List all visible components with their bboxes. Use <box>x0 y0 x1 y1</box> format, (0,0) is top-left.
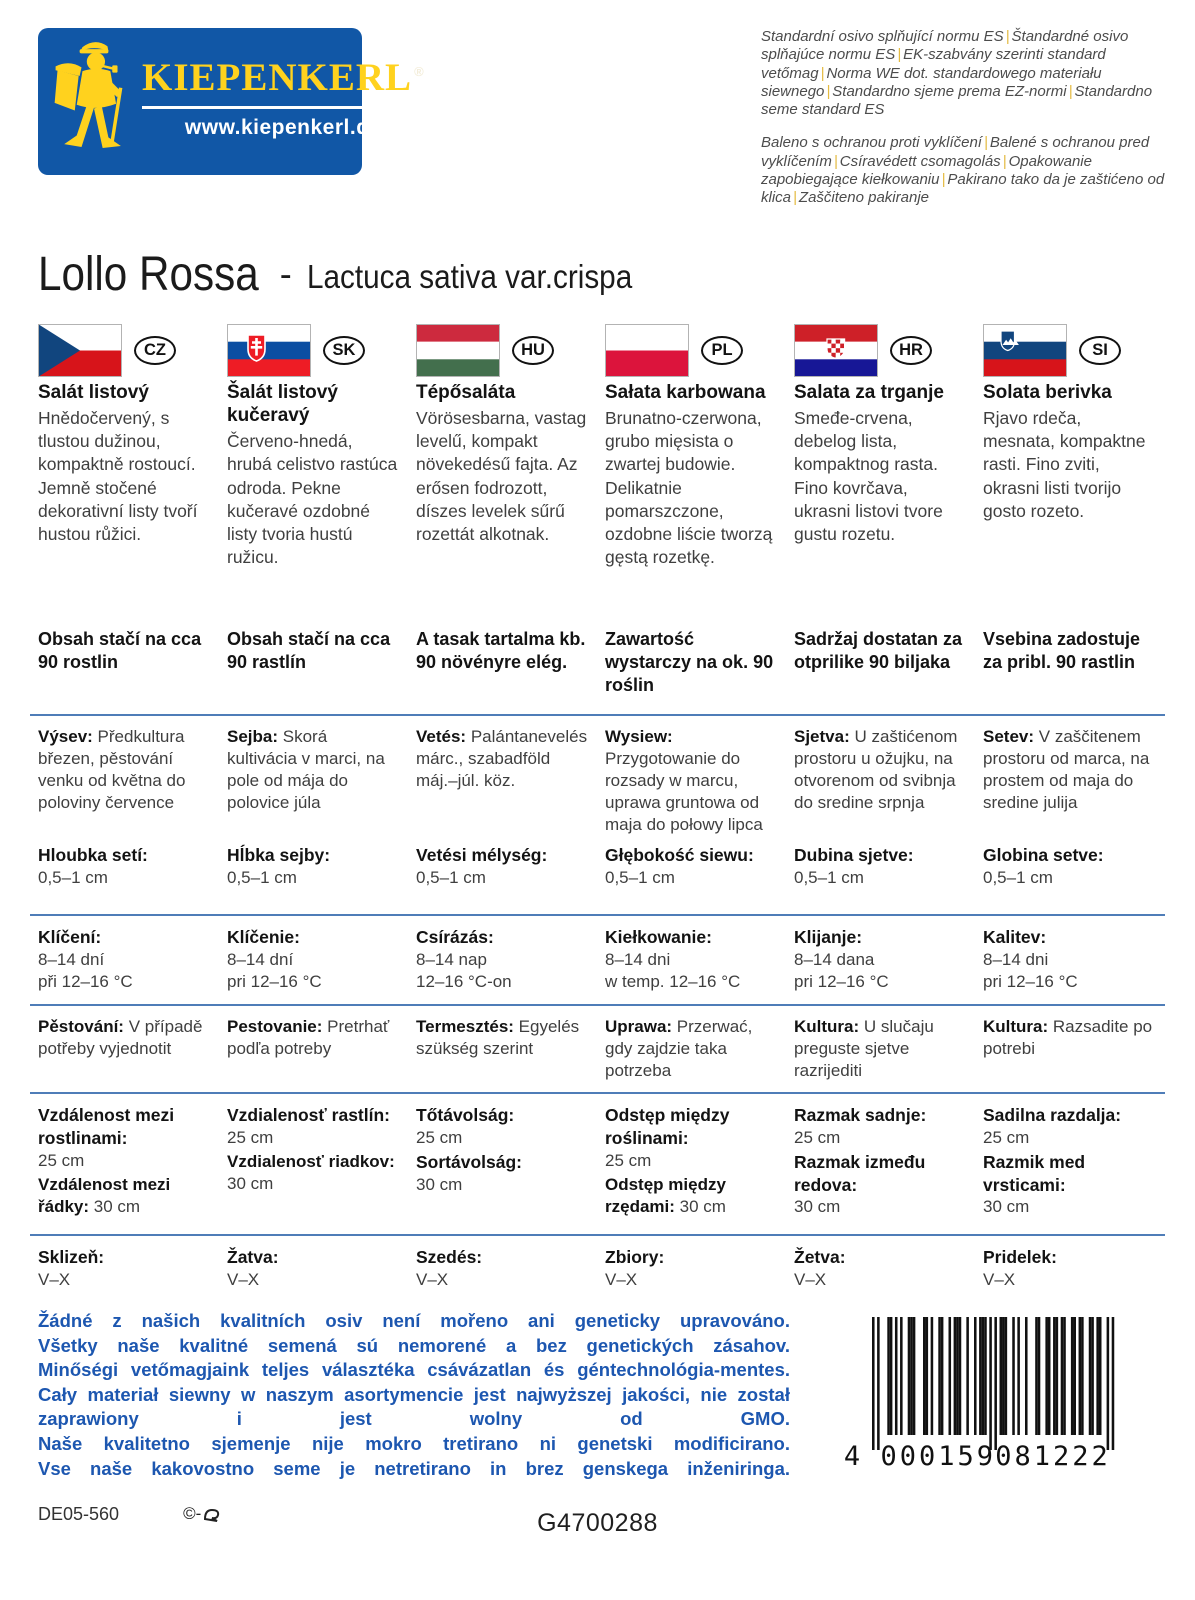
column-si-cell <box>983 726 1157 836</box>
spacing-info <box>983 1151 1157 1219</box>
sowing-info: Sjetva: U zaštićenom prostoru u ožujku, na otvorenom od svibnja do sredine srpnja <box>794 726 958 812</box>
sowing-label: Setev: <box>983 726 1035 746</box>
germination-value: 8–14 dní <box>227 949 294 969</box>
flag-cz-icon <box>38 324 122 377</box>
notice-separator: | <box>833 152 838 170</box>
flags-row <box>0 316 1195 377</box>
spacing-info <box>227 1104 401 1149</box>
spacing-value: 25 cm <box>605 1150 652 1170</box>
germination-value: pri 12–16 °C <box>227 971 322 991</box>
column-description: Smeđe-crvena, debelog lista, kompaktnog rasta. Fino kovrčava, ukrasni listovi tvore gustu rozetu. <box>794 407 943 545</box>
spacing-info <box>416 1151 590 1196</box>
depth-value: 0,5–1 cm <box>605 867 675 887</box>
column-si-cell <box>983 844 1157 906</box>
svg-text:081222: 081222 <box>995 1440 1111 1472</box>
spacing-info <box>983 1104 1157 1149</box>
spacing-info <box>794 1151 968 1219</box>
column-heading: Šalát listový kučeravý <box>227 381 338 426</box>
column-si-cell <box>983 1016 1157 1084</box>
barcode <box>830 1309 1165 1488</box>
standards-notice <box>761 28 1165 119</box>
content-note: Vsebina zadostuje za pribl. 90 rastlin <box>983 628 1141 672</box>
column-cz-cell <box>38 726 212 836</box>
spacing-line: Vzdialenosť riadkov: 30 cm <box>227 1151 395 1194</box>
notice-segment: Baleno s ochranou proti vyklíčení <box>761 134 982 152</box>
harvest-label: Žetva: <box>794 1247 846 1268</box>
spacing-label: Razmak između redova: <box>794 1151 926 1195</box>
sowing-label: Sjetva: <box>794 726 850 746</box>
germination-value: 8–14 dni <box>605 949 671 969</box>
brand-name: KIEPENKERL ® <box>142 56 425 99</box>
germination-label: Kiełkowanie: <box>605 927 712 948</box>
germination-label: Csírázás: <box>416 927 494 948</box>
column-cz-cell <box>38 324 212 377</box>
variety-name: Lollo Rossa <box>38 247 259 301</box>
notice-separator: | <box>983 134 988 152</box>
notice-segment: Csíravédett csomagolás <box>839 152 1001 170</box>
column-hu-cell <box>416 628 590 706</box>
gmo-notice-line: Vse naše kakovostno seme je netretirano in brez genskega inženiringa. <box>38 1457 790 1479</box>
sowing-label: Wysiew: <box>605 726 673 746</box>
germination-value: 8–14 dni <box>983 949 1049 969</box>
column-si-cell <box>983 324 1157 377</box>
country-badge-sk: SK <box>323 336 365 365</box>
column-si-cell <box>983 628 1157 706</box>
content-row <box>0 614 1195 714</box>
spacing-line: Odstęp między rzędami: 30 cm <box>605 1174 726 1216</box>
spacing-value: 30 cm <box>983 1197 1030 1217</box>
spacing-line: Vzdálenost mezi řádky: 30 cm <box>38 1174 171 1216</box>
column-description: Červeno-hnedá, hrubá celistvo rastúca odroda. Pekne kučeravé ozdobné listy tvoria hustú ružicu. <box>227 431 398 568</box>
spacing-info <box>38 1104 212 1172</box>
gmo-notice-line: Cały materiał siewny w naszym asortymencie jest najwyższej jakości, nie został zaprawiony i jest wolny od GMO. <box>38 1383 790 1430</box>
descriptions-row <box>0 377 1195 614</box>
spacing-label: Sortávolság: <box>416 1151 522 1172</box>
harvest-value: V–X <box>227 1269 260 1289</box>
svg-text:4: 4 <box>843 1440 861 1472</box>
column-sk-cell <box>227 844 401 906</box>
column-hu-cell <box>416 844 590 906</box>
spacing-info <box>605 1174 779 1218</box>
column-cz-cell <box>38 1104 212 1226</box>
column-sk-cell <box>227 324 401 377</box>
spacing-row <box>0 1092 1195 1234</box>
column-sk-cell <box>227 1104 401 1226</box>
kiepenkerl-logo <box>38 28 425 175</box>
sowing-label: Sejba: <box>227 726 279 746</box>
language-columns-table <box>0 316 1195 1299</box>
content-note: Zawartość wystarczy na ok. 90 roślin <box>605 628 774 695</box>
harvest-label: Sklizeň: <box>38 1247 105 1268</box>
depth-label: Vetési mélység: <box>416 845 548 866</box>
depth-label: Hloubka setí: <box>38 845 148 866</box>
flag-pl-icon <box>605 324 689 377</box>
harvest-label: Pridelek: <box>983 1247 1057 1268</box>
notice-separator: | <box>1002 152 1007 170</box>
notice-segment: Pakirano tako da je zaštićeno od klica <box>761 171 1165 207</box>
notice-segment: Štandardné osivo splňajúce normu ES <box>761 28 1129 64</box>
lot-code: DE05-560 <box>38 1503 120 1524</box>
spacing-label: Vzdialenosť riadkov: <box>227 1151 395 1171</box>
notice-segment: Zaščiteno pakiranje <box>798 189 929 207</box>
column-hr-cell <box>794 1246 968 1291</box>
harvest-label: Zbiory: <box>605 1247 665 1268</box>
spacing-label: Odstęp między rzędami: <box>605 1174 726 1216</box>
depth-value: 0,5–1 cm <box>794 867 864 887</box>
culture-label: Pestovanie: <box>227 1017 323 1037</box>
content-note: Obsah stačí na cca 90 rostlin <box>38 628 202 672</box>
notice-segment: Standardno seme standard ES <box>761 82 1153 119</box>
kiepenkerl-mascot-icon <box>46 36 142 162</box>
column-hu-cell <box>416 381 590 606</box>
culture-label: Kultura: <box>983 1017 1049 1037</box>
column-cz-cell <box>38 1016 212 1084</box>
sowing-info: Výsev: Předkultura březen, pěstování venku od května do poloviny července <box>38 726 186 812</box>
ean-barcode-icon <box>830 1313 1160 1483</box>
harvest-row <box>0 1234 1195 1299</box>
logo-text-block <box>142 58 425 140</box>
column-hu-cell <box>416 1246 590 1291</box>
column-hr-cell <box>794 726 968 836</box>
sowing-label: Výsev: <box>38 726 93 746</box>
culture-info: Uprawa: Przerwać, gdy zajdzie taka potrzeba <box>605 1017 753 1081</box>
culture-info: Pestovanie: Pretrhať podľa potreby <box>227 1017 390 1059</box>
column-description: Rjavo rdeča, mesnata, kompaktne rasti. Fino zviti, okrasni listi tvorijo gosto rozeto. <box>983 407 1146 521</box>
column-pl-cell <box>605 726 779 836</box>
logo-divider <box>142 106 425 109</box>
notice-separator: | <box>1005 28 1010 45</box>
column-pl-cell <box>605 844 779 906</box>
column-sk-cell <box>227 1016 401 1084</box>
culture-row <box>0 1004 1195 1092</box>
spacing-info <box>416 1104 590 1149</box>
column-si-cell <box>983 1246 1157 1291</box>
column-hu-cell <box>416 1104 590 1226</box>
spacing-value: 25 cm <box>983 1127 1030 1147</box>
harvest-value: V–X <box>794 1269 827 1289</box>
notice-segment: Opakowanie zapobiegające kiełkowaniu <box>761 152 1092 189</box>
standards-notices <box>761 28 1165 223</box>
germination-value: 8–14 dní <box>38 949 105 969</box>
title-dash: - <box>279 252 292 294</box>
gmo-notice-line: Minőségi vetőmagjaink teljes választéka csávázatlan és géntechnológia-mentes. <box>38 1359 790 1381</box>
column-hu-cell <box>416 1016 590 1084</box>
harvest-value: V–X <box>38 1269 71 1289</box>
germination-value: w temp. 12–16 °C <box>605 971 741 991</box>
germination-value: pri 12–16 °C <box>794 971 889 991</box>
column-hu-cell <box>416 324 590 377</box>
notice-segment: Balené s ochranou pred vyklíčením <box>761 134 1150 170</box>
content-note: Obsah stačí na cca 90 rastlín <box>227 628 391 672</box>
spacing-value: 25 cm <box>38 1150 85 1170</box>
gmo-notice-line: Žádné z našich kvalitních osiv není mořeno ani geneticky upravováno. <box>38 1309 790 1331</box>
spacing-info <box>794 1104 968 1149</box>
depth-label: Hĺbka sejby: <box>227 845 331 866</box>
germination-row <box>0 914 1195 1004</box>
germination-value: 12–16 °C-on <box>416 971 512 991</box>
culture-label: Uprawa: <box>605 1017 673 1037</box>
spacing-label: Vzdálenost mezi řádky: <box>38 1174 171 1216</box>
column-cz-cell <box>38 628 212 706</box>
column-sk-cell <box>227 726 401 836</box>
column-description: Vörösesbarna, vastag levelű, kompakt növekedésű fajta. Az erősen fodrozott, díszes levelek sűrű rozettát alkotnak. <box>416 407 587 545</box>
spacing-label: Razmik med vrsticami: <box>983 1151 1086 1195</box>
standards-notice <box>761 134 1165 207</box>
column-si-cell <box>983 381 1157 606</box>
country-badge-cz: CZ <box>134 336 176 365</box>
latin-name: Lactuca sativa var.crispa <box>306 257 632 295</box>
depth-value: 0,5–1 cm <box>227 867 297 887</box>
gmo-notice-line: Všetky naše kvalitné semená sú nemorené a bez genetických zásahov. <box>38 1334 790 1356</box>
germination-value: 8–14 nap <box>416 949 487 969</box>
column-pl-cell <box>605 1016 779 1084</box>
sowing-info: Wysiew: Przygotowanie do rozsady w marcu, uprawa gruntowa od maja do połowy lipca <box>605 726 763 835</box>
depth-label: Globina setve: <box>983 845 1104 866</box>
country-badge-hr: HR <box>890 336 932 365</box>
spacing-value: 30 cm <box>416 1174 463 1194</box>
harvest-value: V–X <box>416 1269 449 1289</box>
sowing-label: Vetés: <box>416 726 467 746</box>
column-heading: Salata za trganje <box>794 381 944 403</box>
copyright-symbol: ©- <box>183 1504 221 1524</box>
svg-text:000159: 000159 <box>880 1440 997 1472</box>
column-hr-cell <box>794 844 968 906</box>
harvest-value: V–X <box>983 1269 1016 1289</box>
culture-info: Termesztés: Egyelés szükség szerint <box>416 1017 580 1059</box>
harvest-value: V–X <box>605 1269 638 1289</box>
column-pl-cell <box>605 324 779 377</box>
notice-segment: EK-szabvány szerinti standard vetőmag <box>761 46 1106 82</box>
column-heading: Sałata karbowana <box>605 381 766 403</box>
column-hr-cell <box>794 324 968 377</box>
notice-segment: Standardno sjeme prema EZ-normi <box>832 82 1067 100</box>
brand-url: www.kiepenkerl.de <box>184 116 382 139</box>
germination-value: 8–14 dana <box>794 949 875 969</box>
registered-mark: ® <box>414 64 425 79</box>
notice-separator: | <box>793 189 797 207</box>
notice-separator: | <box>1068 82 1073 100</box>
column-pl-cell <box>605 926 779 996</box>
column-hr-cell <box>794 628 968 706</box>
culture-info: Kultura: Razsadite po potrebi <box>983 1017 1153 1059</box>
column-hu-cell <box>416 926 590 996</box>
column-description: Brunatno-czerwona, grubo mięsista o zwartej budowie. Delikatnie pomarszczone, ozdobne liście tworzą gęstą rozetkę. <box>605 407 773 568</box>
column-pl-cell <box>605 1246 779 1291</box>
notice-separator: | <box>897 46 902 64</box>
spacing-info <box>38 1174 212 1218</box>
country-badge-pl: PL <box>701 336 743 365</box>
depth-value: 0,5–1 cm <box>416 867 486 887</box>
notice-segment: Norma WE dot. standardowego materiału siewnego <box>761 64 1102 100</box>
spacing-info <box>227 1151 401 1195</box>
column-si-cell <box>983 1104 1157 1226</box>
product-code: G4700288 <box>537 1509 658 1537</box>
germination-value: při 12–16 °C <box>38 971 133 991</box>
germination-label: Klíčenie: <box>227 927 300 948</box>
flag-hr-icon <box>794 324 878 377</box>
gmo-notice-line: Naše kvalitetno sjemenje nije mokro tretirano ni genetski modificirano. <box>38 1432 790 1454</box>
harvest-label: Szedés: <box>416 1247 483 1268</box>
spacing-info <box>605 1104 779 1172</box>
sowing-row <box>0 714 1195 844</box>
column-hr-cell <box>794 381 968 606</box>
harvest-label: Žatva: <box>227 1247 279 1268</box>
depth-label: Dubina sjetve: <box>794 845 914 866</box>
germination-label: Klijanje: <box>794 927 863 948</box>
column-heading: Tépősaláta <box>416 381 516 403</box>
column-cz-cell <box>38 381 212 606</box>
culture-label: Termesztés: <box>416 1017 514 1037</box>
flag-si-icon <box>983 324 1067 377</box>
flag-sk-icon <box>227 324 311 377</box>
column-pl-cell <box>605 1104 779 1226</box>
spacing-label: Odstęp między roślinami: <box>605 1105 730 1148</box>
country-badge-hu: HU <box>512 336 554 365</box>
notice-separator: | <box>826 82 831 100</box>
spacing-label: Vzdálenost mezi rostlinami: <box>38 1105 175 1148</box>
culture-info: Pěstování: V případě potřeby vyjednotit <box>38 1017 203 1059</box>
column-hr-cell <box>794 926 968 996</box>
header <box>0 0 1195 223</box>
notice-segment: Standardní osivo splňující normu ES <box>761 28 1004 45</box>
notice-separator: | <box>941 171 946 189</box>
spacing-value: 30 cm <box>794 1197 841 1217</box>
notice-separator: | <box>820 64 825 82</box>
column-sk-cell <box>227 381 401 606</box>
sowing-info: Setev: V zaščitenem prostoru od marca, na prostem od maja do sredine julija <box>983 726 1150 812</box>
column-sk-cell <box>227 628 401 706</box>
spacing-value: 25 cm <box>227 1127 274 1147</box>
sowing-info: Vetés: Palántanevelés márc., szabadföld máj.–júl. köz. <box>416 726 588 790</box>
spacing-label: Razmak sadnje: <box>794 1105 927 1126</box>
column-hr-cell <box>794 1104 968 1226</box>
column-sk-cell <box>227 1246 401 1291</box>
column-si-cell <box>983 926 1157 996</box>
column-hu-cell <box>416 726 590 836</box>
spacing-label: Sadilna razdalja: <box>983 1105 1122 1126</box>
sowing-info: Sejba: Skorá kultivácia v marci, na pole od mája do polovice júla <box>227 726 385 812</box>
column-cz-cell <box>38 844 212 906</box>
culture-info: Kultura: U slučaju preguste sjetve razrijediti <box>794 1017 934 1081</box>
column-description: Hnědočervený, s tlustou dužinou, kompaktně rostoucí. Jemně stočené dekorativní listy tvoří hustou růžici. <box>38 407 198 545</box>
gmo-free-notice <box>38 1309 790 1488</box>
content-note: Sadržaj dostatan za otprilike 90 biljaka <box>794 628 963 672</box>
culture-label: Kultura: <box>794 1017 860 1037</box>
depth-value: 0,5–1 cm <box>38 867 108 887</box>
bottom-section <box>0 1299 1195 1488</box>
germination-label: Klíčení: <box>38 927 102 948</box>
flag-hu-icon <box>416 324 500 377</box>
page-title <box>38 247 1195 302</box>
column-pl-cell <box>605 628 779 706</box>
culture-label: Pěstování: <box>38 1017 124 1037</box>
column-pl-cell <box>605 381 779 606</box>
country-badge-si: SI <box>1079 336 1121 365</box>
spacing-label: Tőtávolság: <box>416 1105 515 1126</box>
spacing-value: 25 cm <box>416 1127 463 1147</box>
column-sk-cell <box>227 926 401 996</box>
spacing-label: Vzdialenosť rastlín: <box>227 1105 391 1126</box>
depth-value: 0,5–1 cm <box>983 867 1053 887</box>
germination-label: Kalitev: <box>983 927 1047 948</box>
column-hr-cell <box>794 1016 968 1084</box>
column-heading: Salát listový <box>38 381 149 403</box>
spacing-value: 25 cm <box>794 1127 841 1147</box>
depth-label: Głębokość siewu: <box>605 845 754 866</box>
column-heading: Solata berivka <box>983 381 1112 403</box>
column-cz-cell <box>38 926 212 996</box>
content-note: A tasak tartalma kb. 90 növényre elég. <box>416 628 586 672</box>
column-cz-cell <box>38 1246 212 1291</box>
sowing-depth-row <box>0 844 1195 914</box>
germination-value: pri 12–16 °C <box>983 971 1078 991</box>
